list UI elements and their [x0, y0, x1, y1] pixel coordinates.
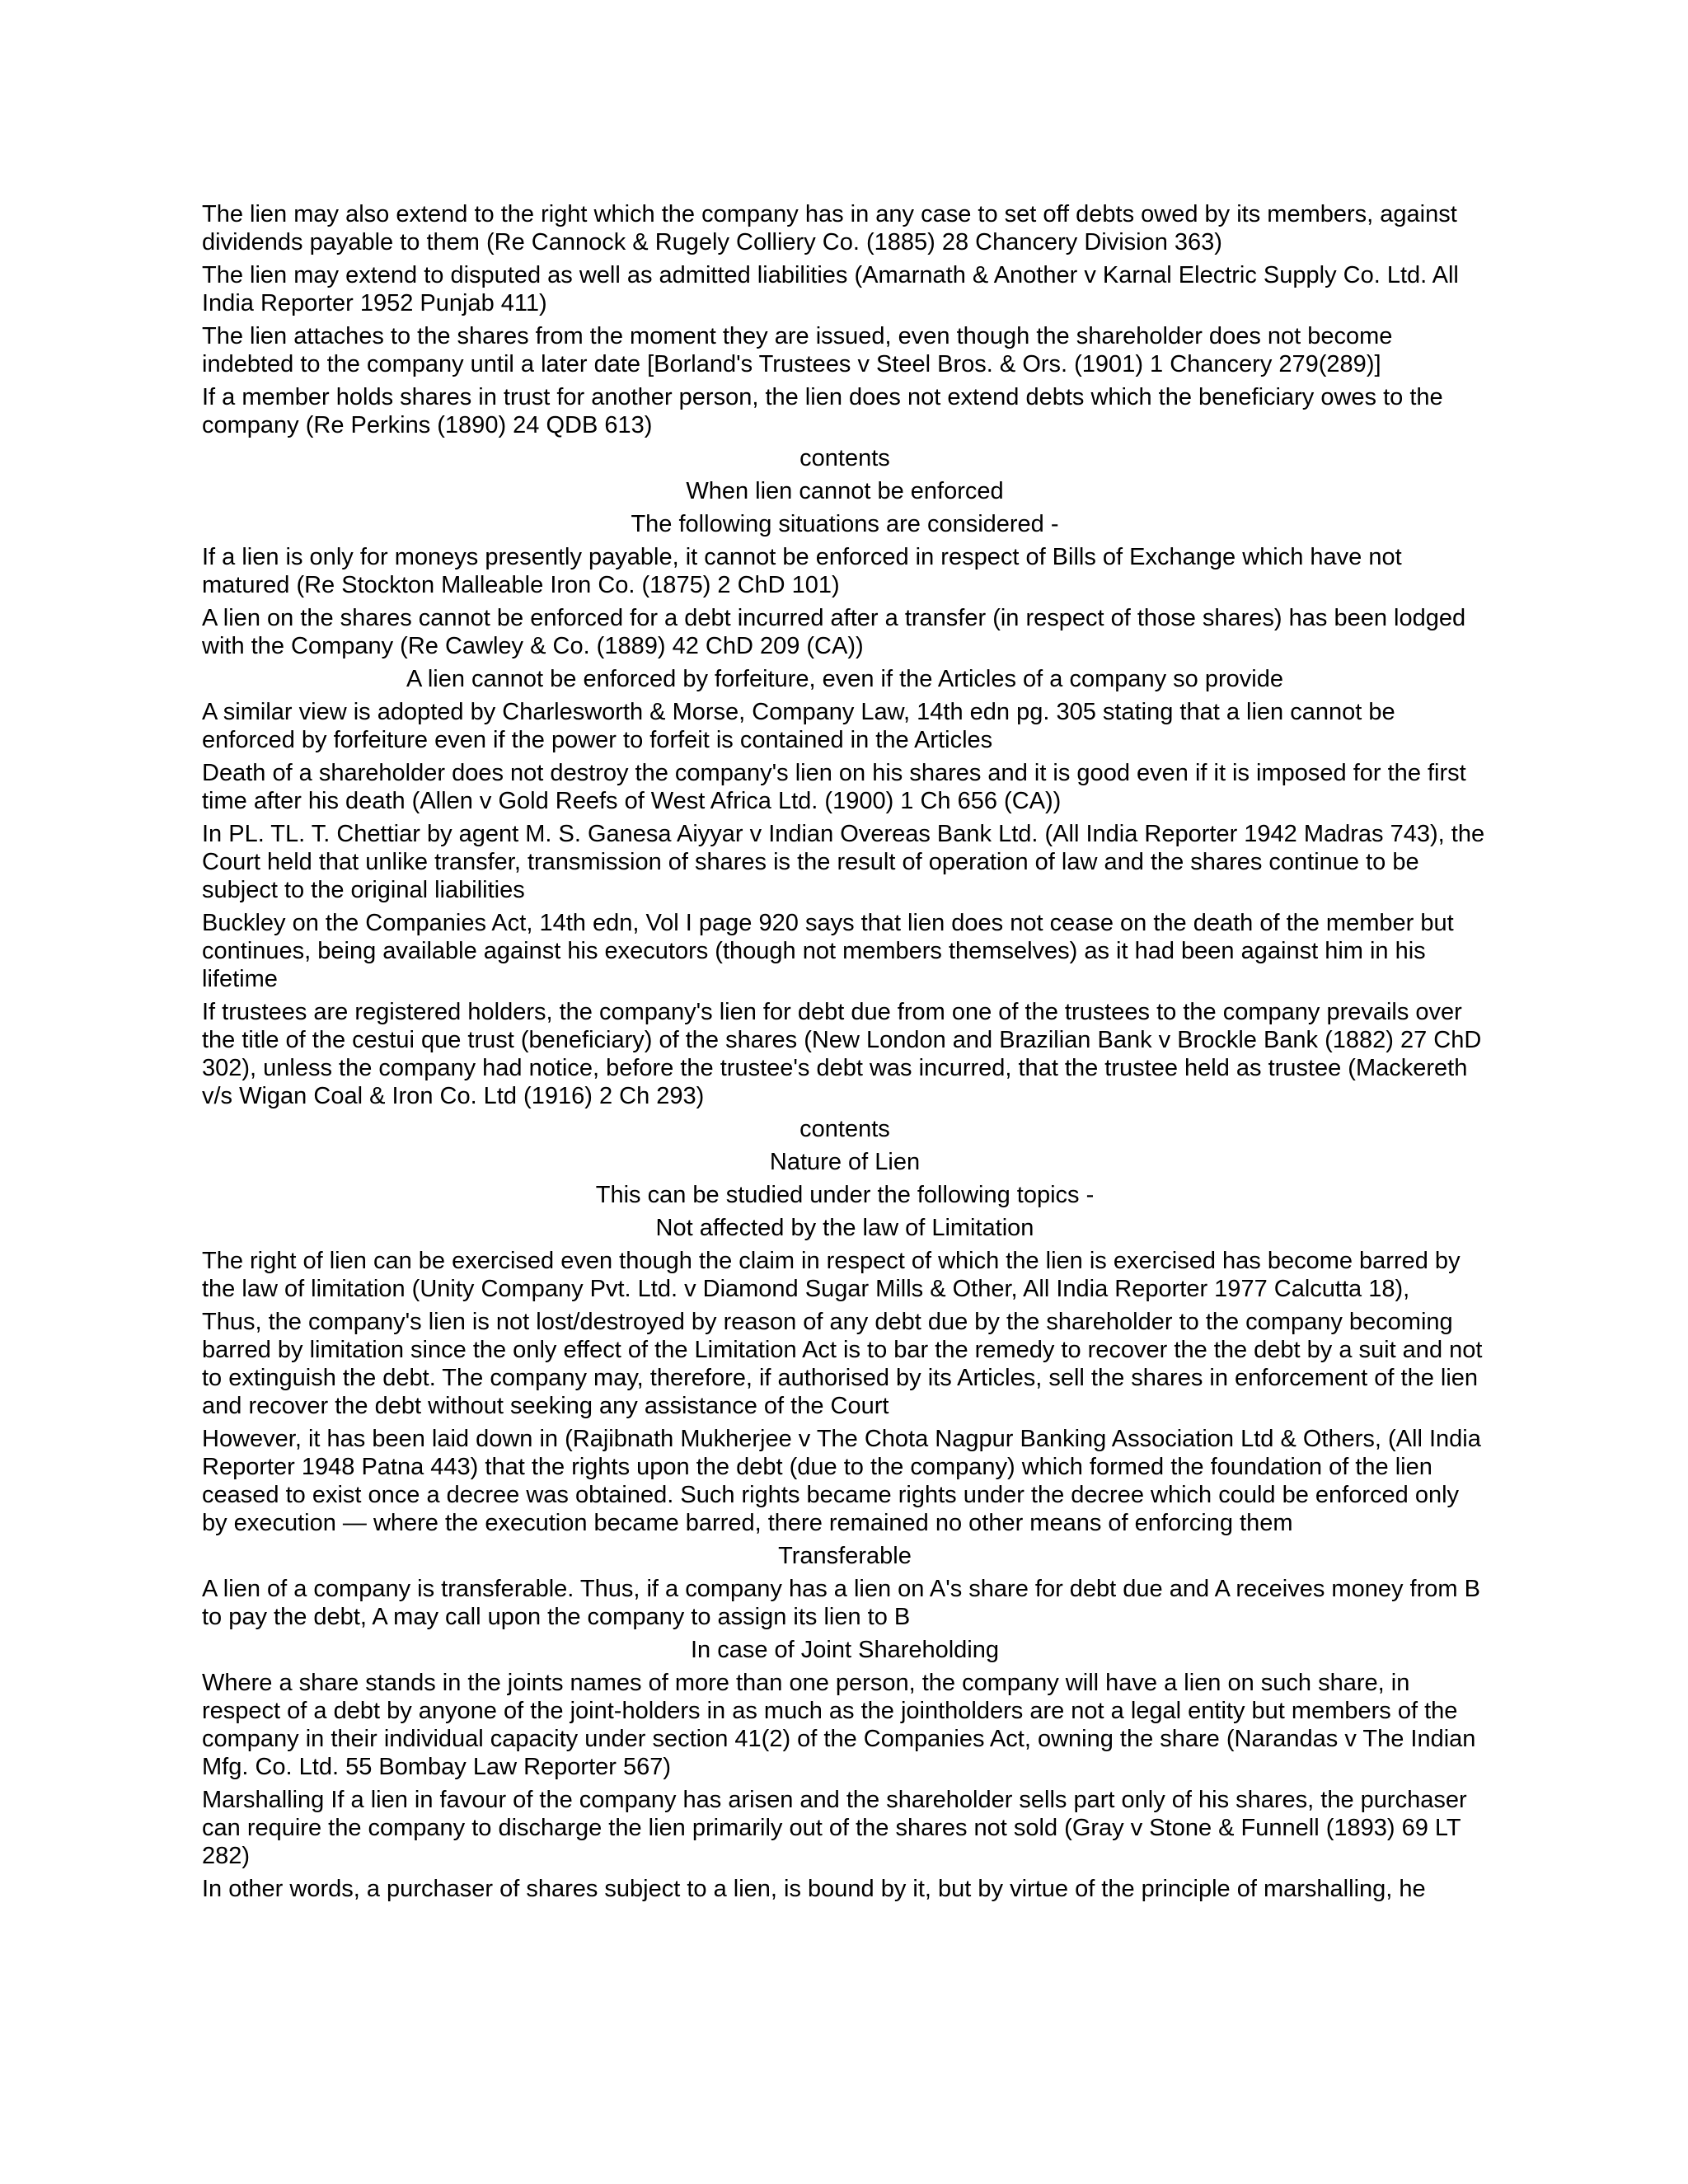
topic-heading: In case of Joint Shareholding — [690, 1637, 1000, 1663]
topic-heading: Not affected by the law of Limitation — [655, 1215, 1034, 1241]
contents-link[interactable]: contents — [799, 445, 890, 471]
paragraph: Where a share stands in the joints names of more than one person, the company will have a lien on such share, in respect of a debt by anyone of the joint-holders in as much as the jointholders are not a legal entity but members of the company in their individual capacity under section 41(2) of the Companies Act, owning the share (Narandas v The Indian Mfg. Co. Ltd. 55 Bombay Law Reporter 567) — [202, 1670, 1476, 1780]
paragraph: A lien on the shares cannot be enforced for a debt incurred after a transfer (in respect of those shares) has been lodged with the Company (Re Cawley & Co. (1889) 42 ChD 209 (CA)) — [202, 605, 1466, 659]
paragraph: In other words, a purchaser of shares subject to a lien, is bound by it, but by virtue of the principle of marshalling, he — [202, 1876, 1426, 1902]
contents-link[interactable]: contents — [799, 1116, 890, 1142]
paragraph: Marshalling If a lien in favour of the company has arisen and the shareholder sells part only of his shares, the purchaser can require the company to discharge the lien primarily out of the shares not sold (Gray v Stone & Funnell (1893) 69 LT 282) — [202, 1787, 1467, 1869]
paragraph: The lien may also extend to the right which the company has in any case to set off debts owed by its members, against dividends payable to them (Re Cannock & Rugely Colliery Co. (1885) 28 Chancery Division 363) — [202, 201, 1457, 255]
section-subheading: The following situations are considered - — [631, 511, 1059, 537]
paragraph: A lien of a company is transferable. Thus, if a company has a lien on A's share for debt due and A receives money from B to pay the debt, A may call upon the company to assign its lien to B — [202, 1576, 1480, 1630]
paragraph: In PL. TL. T. Chettiar by agent M. S. Ganesa Aiyyar v Indian Overeas Bank Ltd. (All India Reporter 1942 Madras 743), the Court held that unlike transfer, transmission of shares is the result of operation of law and the shares continue to be subject to the original liabilities — [202, 821, 1485, 903]
paragraph: Buckley on the Companies Act, 14th edn, Vol I page 920 says that lien does not cease on the death of the member but continues, being available against his executors (though not members themselves) as it had been against him in his lifetime — [202, 910, 1454, 992]
section-heading: Nature of Lien — [769, 1149, 921, 1175]
paragraph: The lien attaches to the shares from the moment they are issued, even though the shareholder does not become indebted to the company until a later date [Borland's Trustees v Steel Bros. & Ors. (1901) 1 Chancery 279(289)] — [202, 323, 1393, 377]
paragraph: The right of lien can be exercised even though the claim in respect of which the lien is exercised has become barred by the law of limitation (Unity Company Pvt. Ltd. v Diamond Sugar Mills & Other, All India Reporter 1977 Calcutta 18), — [202, 1248, 1461, 1302]
paragraph: However, it has been laid down in (Rajibnath Mukherjee v The Chota Nagpur Banking Association Ltd & Others, (All India Reporter 1948 Patna 443) that the rights upon the debt (due to the company) which formed the foundation of the lien ceased to exist once a decree was obtained. Such rights became rights under the decree which could be enforced only by execution — where the execution became barred, there remained no other means of enforcing them — [202, 1426, 1481, 1536]
paragraph: If a lien is only for moneys presently payable, it cannot be enforced in respect of Bills of Exchange which have not matured (Re Stockton Malleable Iron Co. (1875) 2 ChD 101) — [202, 544, 1402, 598]
paragraph: Thus, the company's lien is not lost/destroyed by reason of any debt due by the shareholder to the company becoming barred by limitation since the only effect of the Limitation Act is to bar the remedy to recover the the debt by a suit and not to extinguish the debt. The company may, therefore, if authorised by its Articles, sell the shares in enforcement of the lien and recover the debt without seeking any assistance of the Court — [202, 1309, 1483, 1419]
section-heading: When lien cannot be enforced — [686, 478, 1004, 504]
section-subheading: A lien cannot be enforced by forfeiture, even if the Articles of a company so provide — [406, 666, 1283, 692]
paragraph: If trustees are registered holders, the company's lien for debt due from one of the trustees to the company prevails over the title of the cestui que trust (beneficiary) of the shares (New London and Brazilian Bank v Brockle Bank (1882) 27 ChD 302), unless the company had notice, before the trustee's debt was incurred, that the trustee held as trustee (Mackereth v/s Wigan Coal & Iron Co. Ltd (1916) 2 Ch 293) — [202, 999, 1482, 1109]
document-page — [202, 200, 1488, 1908]
paragraph: Death of a shareholder does not destroy the company's lien on his shares and it is good even if it is imposed for the first time after his death (Allen v Gold Reefs of West Africa Ltd. (1900) 1 Ch 656 (CA)) — [202, 760, 1466, 814]
paragraph: The lien may extend to disputed as well as admitted liabilities (Amarnath & Another v Karnal Electric Supply Co. Ltd. All India Reporter 1952 Punjab 411) — [202, 262, 1459, 316]
section-subheading: This can be studied under the following topics - — [595, 1182, 1095, 1208]
paragraph: A similar view is adopted by Charlesworth & Morse, Company Law, 14th edn pg. 305 stating that a lien cannot be enforced by forfeiture even if the power to forfeit is contained in the Articles — [202, 699, 1395, 753]
topic-heading: Transferable — [778, 1543, 912, 1569]
paragraph: If a member holds shares in trust for another person, the lien does not extend debts which the beneficiary owes to the company (Re Perkins (1890) 24 QDB 613) — [202, 384, 1443, 438]
